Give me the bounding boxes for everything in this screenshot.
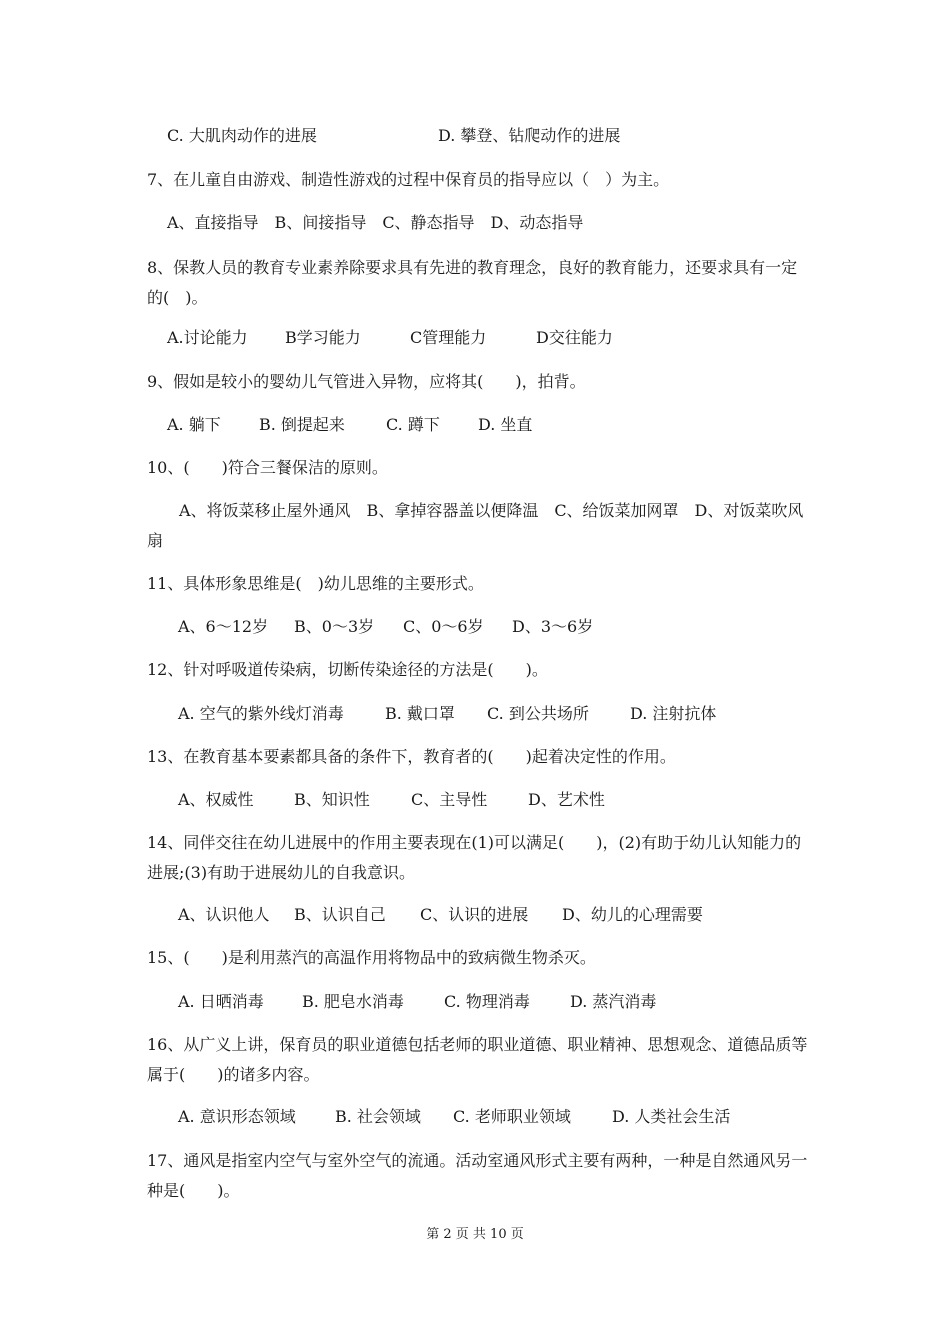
option-a: A、权威性 xyxy=(178,790,254,809)
option-c: C. 老师职业领域 xyxy=(453,1107,571,1126)
option-c: C. 大肌肉动作的进展 xyxy=(167,126,317,145)
option-c: C、认识的进展 xyxy=(420,905,529,924)
question-7: 7、在儿童自由游戏、制造性游戏的过程中保育员的指导应以（ ）为主。 xyxy=(147,170,670,189)
option-b: B、认识自己 xyxy=(294,905,386,924)
option-b: B. 社会领域 xyxy=(335,1107,421,1126)
option-b: B学习能力 xyxy=(285,328,361,347)
option-b: B、知识性 xyxy=(294,790,370,809)
question-9: 9、假如是较小的婴幼儿气管进入异物，应将其( )，拍背。 xyxy=(147,372,586,391)
option-a: A、认识他人 xyxy=(178,905,270,924)
question-15: 15、( )是利用蒸汽的高温作用将物品中的致病微生物杀灭。 xyxy=(147,948,596,967)
option-d: D、3～6岁 xyxy=(512,617,594,636)
question-16: 16、从广义上讲，保育员的职业道德包括老师的职业道德、职业精神、思想观念、道德品质等属于( )的诸多内容。 xyxy=(147,1035,808,1084)
option-d: D、艺术性 xyxy=(528,790,605,809)
option-c: C、0～6岁 xyxy=(403,617,484,636)
option-b: B. 肥皂水消毒 xyxy=(302,992,404,1011)
option-a: A. 意识形态领域 xyxy=(178,1107,296,1126)
option-d: D. 攀登、钻爬动作的进展 xyxy=(438,126,621,145)
page-number: 第 2 页 共 10 页 xyxy=(426,1227,524,1242)
option-c: C. 物理消毒 xyxy=(444,992,530,1011)
question-14: 14、同伴交往在幼儿进展中的作用主要表现在(1)可以满足( )，(2)有助于幼儿认知能力的进展;(3)有助于进展幼儿的自我意识。 xyxy=(147,833,802,882)
question-13: 13、在教育基本要素都具备的条件下，教育者的( )起着决定性的作用。 xyxy=(147,747,676,766)
option-d: D. 蒸汽消毒 xyxy=(570,992,657,1011)
question-10: 10、( )符合三餐保洁的原则。 xyxy=(147,458,388,477)
option-b: B. 戴口罩 xyxy=(385,704,455,723)
question-12: 12、针对呼吸道传染病，切断传染途径的方法是( )。 xyxy=(147,660,548,679)
option-a: A. 日晒消毒 xyxy=(178,992,264,1011)
option-c: C、主导性 xyxy=(411,790,488,809)
option-b: B、0～3岁 xyxy=(294,617,375,636)
option-d: D. 人类社会生活 xyxy=(612,1107,731,1126)
question-8: 8、保教人员的教育专业素养除要求具有先进的教育理念，良好的教育能力，还要求具有一定的( )。 xyxy=(147,258,798,307)
question-10-options: A、将饭菜移止屋外通风 B、拿掉容器盖以便降温 C、给饭菜加网罩 D、对饭菜吹风扇 xyxy=(147,501,804,550)
option-d: D. 坐直 xyxy=(478,415,533,434)
option-d: D交往能力 xyxy=(536,328,613,347)
option-d: D、幼儿的心理需要 xyxy=(562,905,703,924)
option-a: A. 空气的紫外线灯消毒 xyxy=(178,704,344,723)
option-a: A. 躺下 xyxy=(167,415,221,434)
option-a: A、6～12岁 xyxy=(178,617,269,636)
question-17: 17、通风是指室内空气与室外空气的流通。活动室通风形式主要有两种，一种是自然通风另一种是( )。 xyxy=(147,1151,808,1200)
option-b: B. 倒提起来 xyxy=(259,415,345,434)
option-a: A.讨论能力 xyxy=(167,328,248,347)
option-c: C. 蹲下 xyxy=(386,415,440,434)
option-d: D. 注射抗体 xyxy=(630,704,717,723)
question-11: 11、具体形象思维是( )幼儿思维的主要形式。 xyxy=(147,574,484,593)
option-c: C. 到公共场所 xyxy=(487,704,589,723)
question-7-options: A、直接指导 B、间接指导 C、静态指导 D、动态指导 xyxy=(167,213,584,232)
option-c: C管理能力 xyxy=(410,328,487,347)
